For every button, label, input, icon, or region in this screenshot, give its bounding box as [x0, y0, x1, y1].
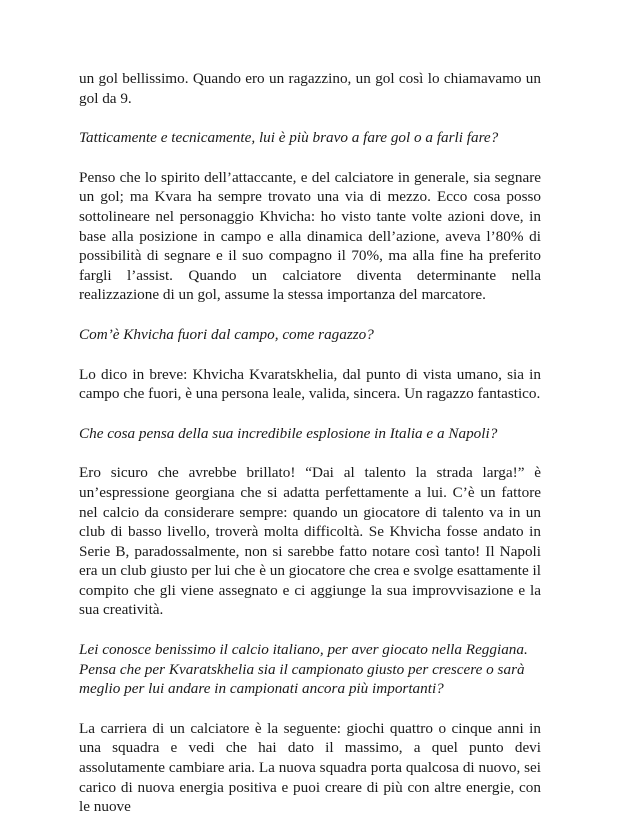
question-paragraph: Com’è Khvicha fuori dal campo, come ragazzo?: [79, 325, 374, 343]
question-paragraph: Lei conosce benissimo il calcio italiano, per aver giocato nella Reggiana. Pensa che per Kvaratskhelia sia il campionato giusto per crescere o sarà meglio per lui andare in campionati ancora più importanti?: [79, 641, 528, 698]
answer-paragraph: un gol bellissimo. Quando ero un ragazzino, un gol così lo chiamavamo un gol da 9.: [79, 70, 541, 107]
answer-paragraph: La carriera di un calciatore è la seguente: giochi quattro o cinque anni in una squadra e vedi che hai dato il massimo, a quel punto devi assolutamente cambiare aria. La nuova squadra porta qualcosa di nuovo, sei carico di nuova energia positiva e puoi creare di più con altre energie, con le nuove: [79, 719, 541, 816]
answer-paragraph: Ero sicuro che avrebbe brillato! “Dai al talento la strada larga!” è un’espressione georgiana che si adatta perfettamente a lui. C’è un fattore nel calcio da considerare sempre: quando un giocatore di talento va in un club di basso livello, troverà molta difficoltà. Se Khvicha fosse andato in Serie B, paradossalmente, non si sarebbe fatto notare così tanto! Il Napoli era un club giusto per lui che è un giocatore che crea e svolge esattamente il compito che gli viene assegnato e ci aggiunge la sua improvvisazione e la sua creatività.: [79, 464, 541, 619]
answer-paragraph: Lo dico in breve: Khvicha Kvaratskhelia, dal punto di vista umano, sia in campo che fuori, è una persona leale, valida, sincera. Un ragazzo fantastico.: [79, 365, 541, 403]
answer-paragraph: Penso che lo spirito dell’attaccante, e del calciatore in generale, sia segnare un gol; ma Kvara ha sempre trovato una via di mezzo. Ecco cosa posso sottolineare nel personaggio Khvicha: ho visto tante volte azioni dove, in base alla posizione in campo e alla dinamica dell’azione, aveva l’80% di possibilità di segnare e il suo compagno il 70%, ma alla fine ha preferito fargli l’assist. Quando un calciatore diventa determinante nella realizzazione di un gol, assume la stessa importanza del marcatore.: [79, 168, 541, 304]
question-paragraph: Tatticamente e tecnicamente, lui è più bravo a fare gol o a farli fare?: [79, 129, 499, 147]
document-page: [79, 69, 541, 837]
question-paragraph: Che cosa pensa della sua incredibile esplosione in Italia e a Napoli?: [79, 424, 498, 442]
